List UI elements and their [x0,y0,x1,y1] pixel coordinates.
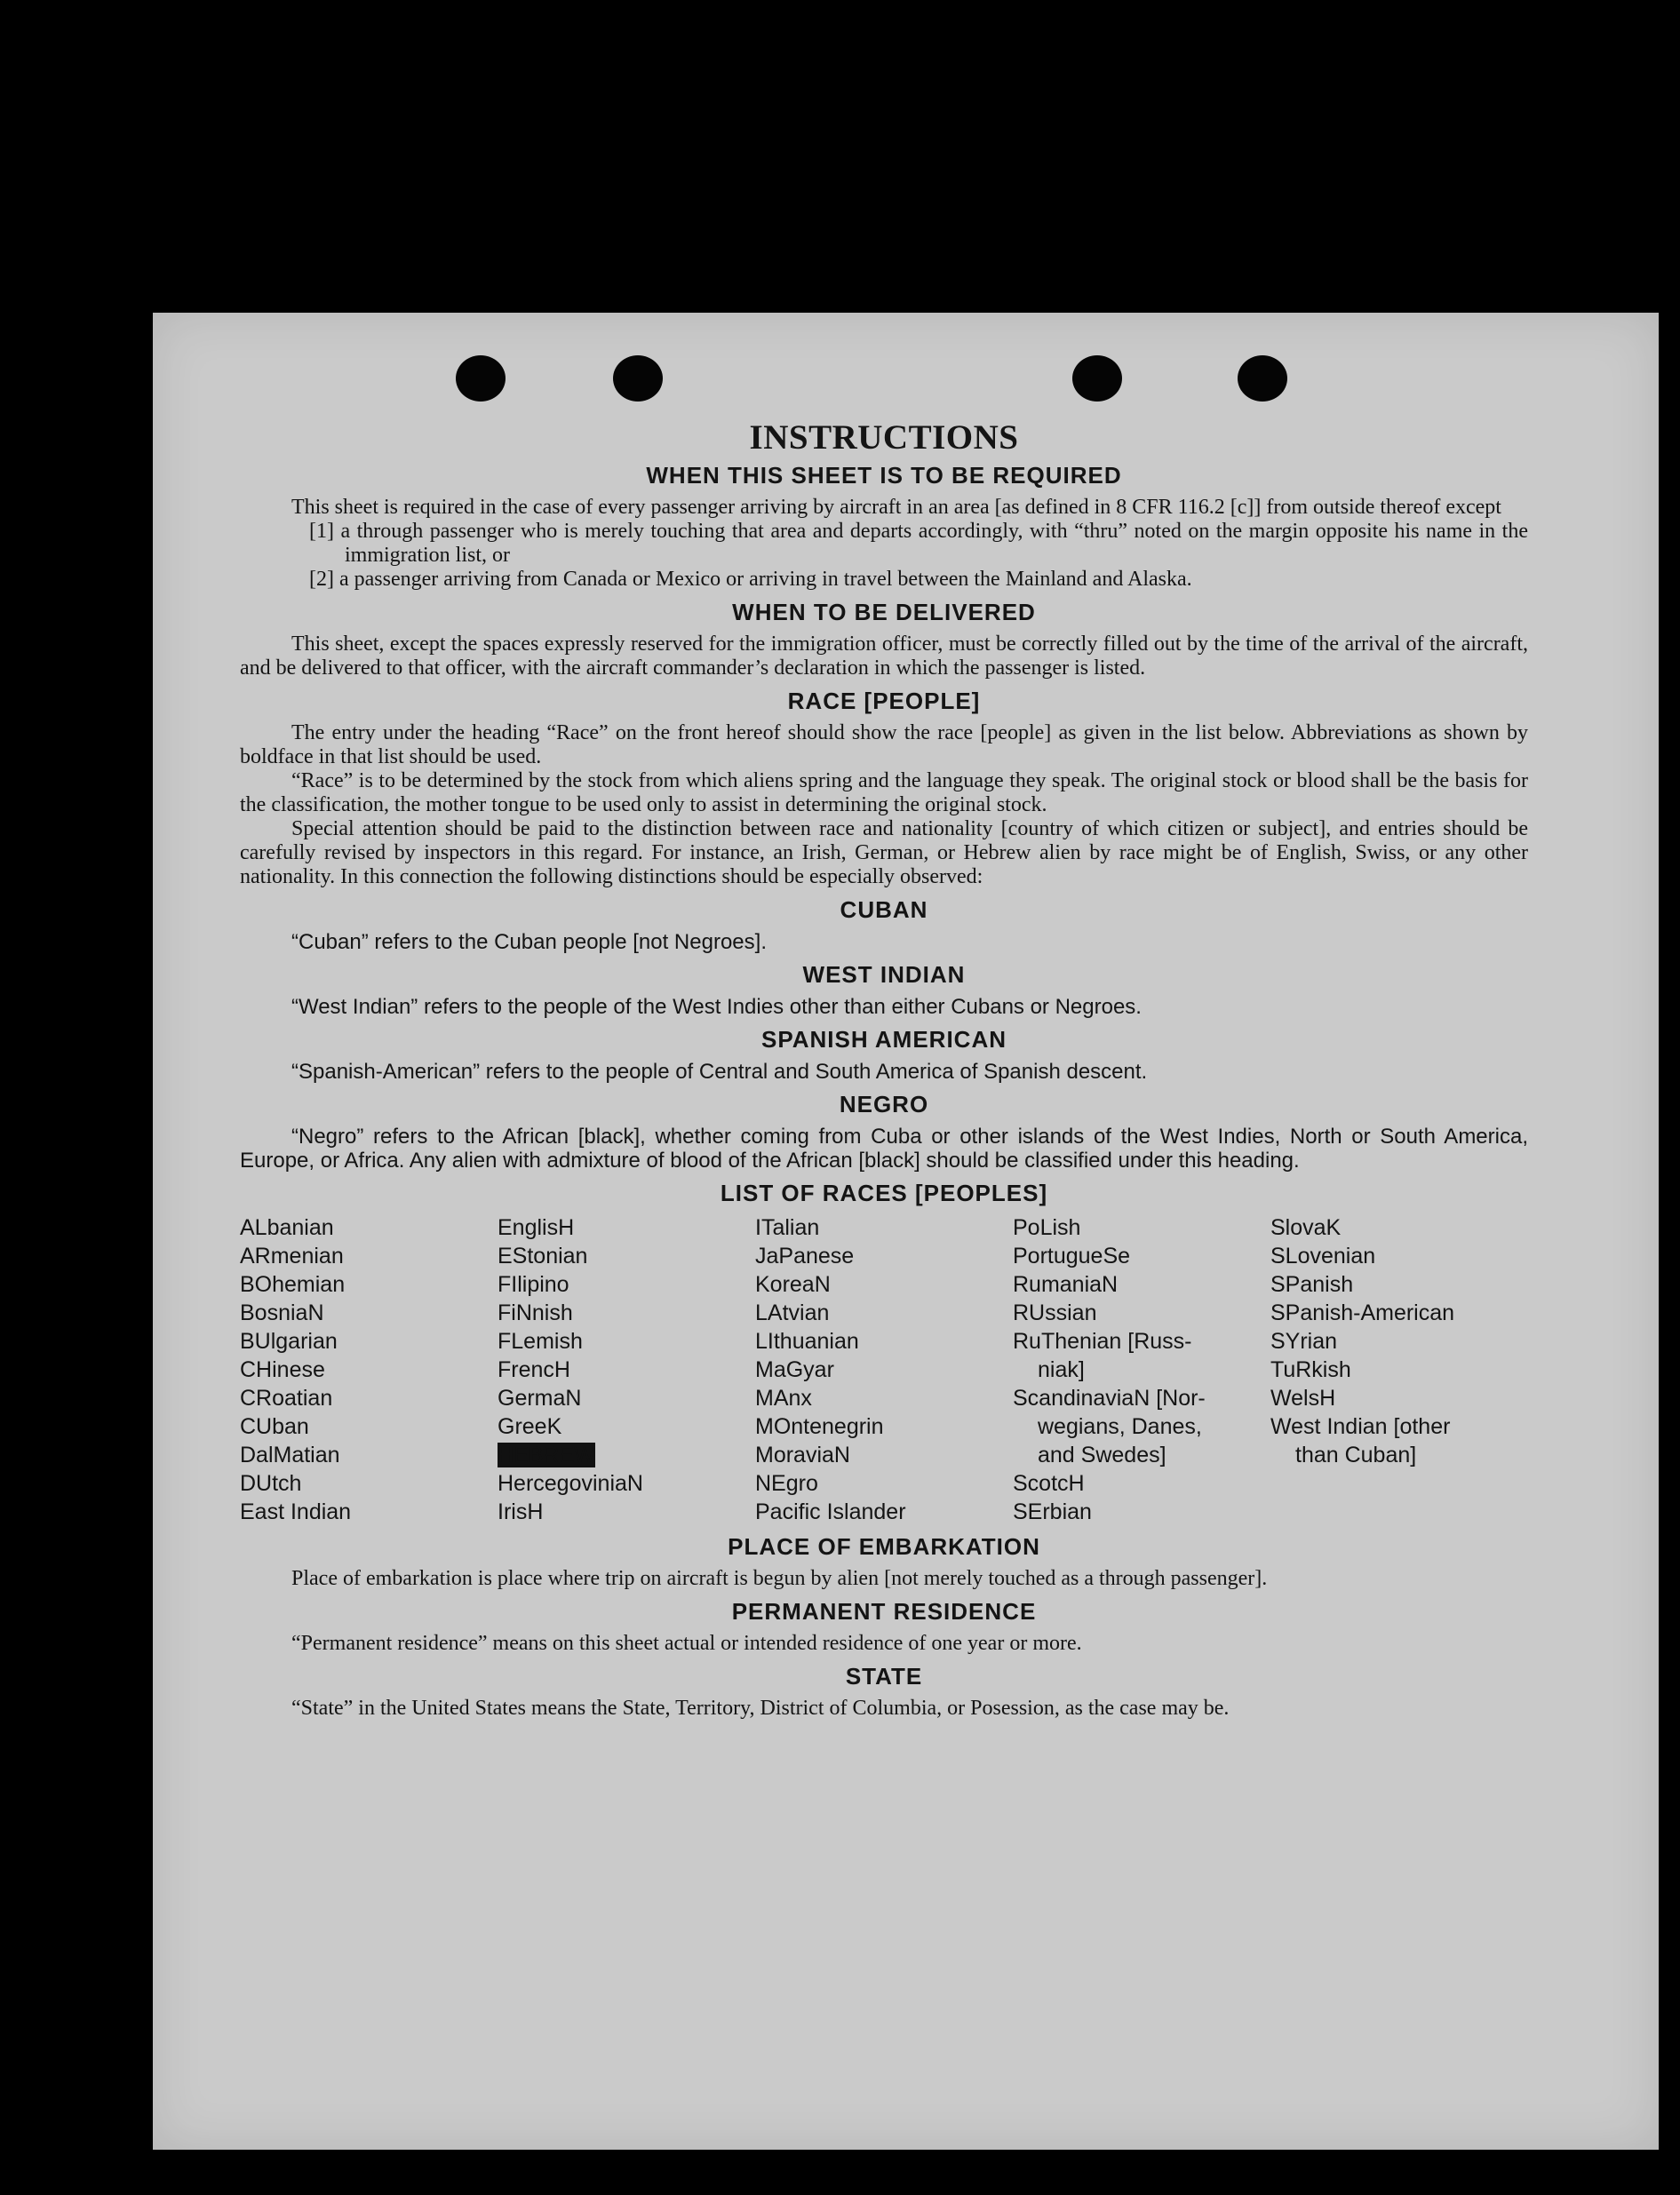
race-item: NEgro [755,1471,818,1496]
race-item: ITalian [755,1215,820,1240]
embarkation-text: Place of embarkation is place where trip on aircraft is begun by alien [not merely touched as a through passenger]. [291,1567,1268,1590]
page-title: INSTRUCTIONS [749,418,1019,457]
race-item: FrencH [498,1357,570,1382]
race-item: ALbanian [240,1215,334,1240]
race-item: MaGyar [755,1357,834,1382]
race-item: RuThenian [Russ- [1013,1329,1192,1354]
section-heading-spanish-american: SPANISH AMERICAN [760,1026,1007,1053]
race-item: FIlipino [498,1272,569,1297]
race-item: FLemish [498,1329,583,1354]
state-text: “State” in the United States means the State, Territory, District of Columbia, or Posession, as the case may be. [291,1697,1230,1720]
race-item: BUlgarian [240,1329,338,1354]
race-item: MOntenegrin [755,1414,884,1439]
instructions-content [240,418,1528,1721]
race-item: BOhemian [240,1272,346,1297]
race-item: GreeK [498,1414,562,1439]
race-item: CHinese [240,1357,325,1382]
race-paragraph-1: The entry under the heading “Race” on the front hereof should show the race [people] as given in the list below. Abbreviations as shown by boldface in that list should be used. [240,721,1528,768]
section-heading-races: LIST OF RACES [PEOPLES] [720,1180,1048,1206]
race-item-redacted: HEBREW [498,1443,595,1467]
west-indian-text: “West Indian” refers to the people of the West Indies other than either Cubans or Negroes. [291,995,1142,1019]
race-item: SErbian [1013,1499,1092,1524]
race-item: East Indian [240,1499,352,1524]
race-item: RUssian [1013,1300,1097,1325]
race-item: GermaN [498,1386,582,1411]
race-item: EnglisH [498,1215,575,1240]
race-item: SLovenian [1270,1244,1376,1268]
race-item: SlovaK [1270,1215,1342,1240]
race-item: ARmenian [240,1244,344,1268]
race-item: than Cuban] [1295,1443,1417,1467]
race-item: ScandinaviaN [Nor- [1013,1386,1206,1411]
race-column-2 [498,1213,755,1526]
race-item: IrisH [498,1499,544,1524]
section-heading-cuban: CUBAN [840,896,928,923]
race-item: CUban [240,1414,309,1439]
race-item: JaPanese [755,1244,855,1268]
race-column-1 [240,1213,498,1526]
race-item: RumaniaN [1013,1272,1119,1297]
race-item: EStonian [498,1244,588,1268]
section-heading-negro: NEGRO [839,1091,929,1117]
race-item: SPanish-American [1270,1300,1455,1325]
race-item: MoraviaN [755,1443,850,1467]
punch-hole [1072,355,1122,402]
exception-1: [1] a through passenger who is merely touching that area and departs accordingly, with “thru” noted on the margin opposite his name in the immigration list, or [309,520,1528,567]
race-item: SPanish [1270,1272,1354,1297]
race-list [240,1213,1528,1526]
race-item: and Swedes] [1038,1443,1166,1467]
exception-2: [2] a passenger arriving from Canada or Mexico or arriving in travel between the Mainland and Alaska. [309,568,1192,591]
race-item: BosniaN [240,1300,324,1325]
section-heading-race: RACE [PEOPLE] [787,688,981,714]
race-column-4 [1013,1213,1270,1526]
race-item: ScotcH [1013,1471,1085,1496]
punch-hole [613,355,663,402]
race-item: KoreaN [755,1272,831,1297]
race-item: niak] [1038,1357,1085,1382]
race-item: TuRkish [1270,1357,1351,1382]
cuban-text: “Cuban” refers to the Cuban people [not Negroes]. [291,930,767,954]
section-heading-required: WHEN THIS SHEET IS TO BE REQUIRED [646,462,1122,489]
section-heading-residence: PERMANENT RESIDENCE [731,1598,1037,1625]
race-item: FiNnish [498,1300,573,1325]
race-item: DUtch [240,1471,302,1496]
race-item: LAtvian [755,1300,830,1325]
spanish-american-text: “Spanish-American” refers to the people of Central and South America of Spanish descent. [291,1060,1148,1084]
race-item: LIthuanian [755,1329,859,1354]
section-heading-west-indian: WEST INDIAN [802,961,966,988]
section-heading-delivered: WHEN TO BE DELIVERED [732,599,1036,625]
residence-text: “Permanent residence” means on this sheet actual or intended residence of one year or more. [291,1632,1082,1655]
race-item: Pacific Islander [755,1499,906,1524]
race-item: HercegoviniaN [498,1471,643,1496]
race-item: West Indian [other [1270,1414,1451,1439]
race-item: SYrian [1270,1329,1338,1354]
delivered-text: This sheet, except the spaces expressly reserved for the immigration officer, must be correctly filled out by the time of the arrival of the aircraft, and be delivered to that officer, with the aircraft commander’s declaration in which the passenger is listed. [240,632,1528,680]
race-item: wegians, Danes, [1038,1414,1202,1439]
race-item: MAnx [755,1386,812,1411]
race-paragraph-2: “Race” is to be determined by the stock from which aliens spring and the language they speak. The original stock or blood shall be the basis for the classification, the mother tongue to be used only to assist in determining the original stock. [240,769,1528,816]
race-paragraph-3: Special attention should be paid to the distinction between race and nationality [country of which citizen or subject], and entries should be carefully revised by inspectors in this regard. For instance, an Irish, German, or Hebrew alien by race might be of English, Swiss, or any other nationality. In this connection the following distinctions should be especially observed: [240,817,1528,888]
race-column-5 [1270,1213,1528,1526]
negro-text: “Negro” refers to the African [black], whether coming from Cuba or other islands of the West Indies, North or South America, Europe, or Africa. Any alien with admixture of blood of the African [black] should be classified under this heading. [240,1125,1528,1173]
punch-hole [456,355,506,402]
race-item: WelsH [1270,1386,1336,1411]
race-item: PoLish [1013,1215,1081,1240]
race-item: CRoatian [240,1386,333,1411]
race-item: DalMatian [240,1443,340,1467]
race-item: PortugueSe [1013,1244,1131,1268]
section-heading-state: STATE [845,1663,923,1690]
section-heading-embarkation: PLACE OF EMBARKATION [728,1533,1040,1560]
required-lead: This sheet is required in the case of every passenger arriving by aircraft in an area [as defined in 8 CFR 116.2 [c]] from outside thereof except [291,496,1501,519]
race-column-3 [755,1213,1013,1526]
punch-hole [1238,355,1287,402]
